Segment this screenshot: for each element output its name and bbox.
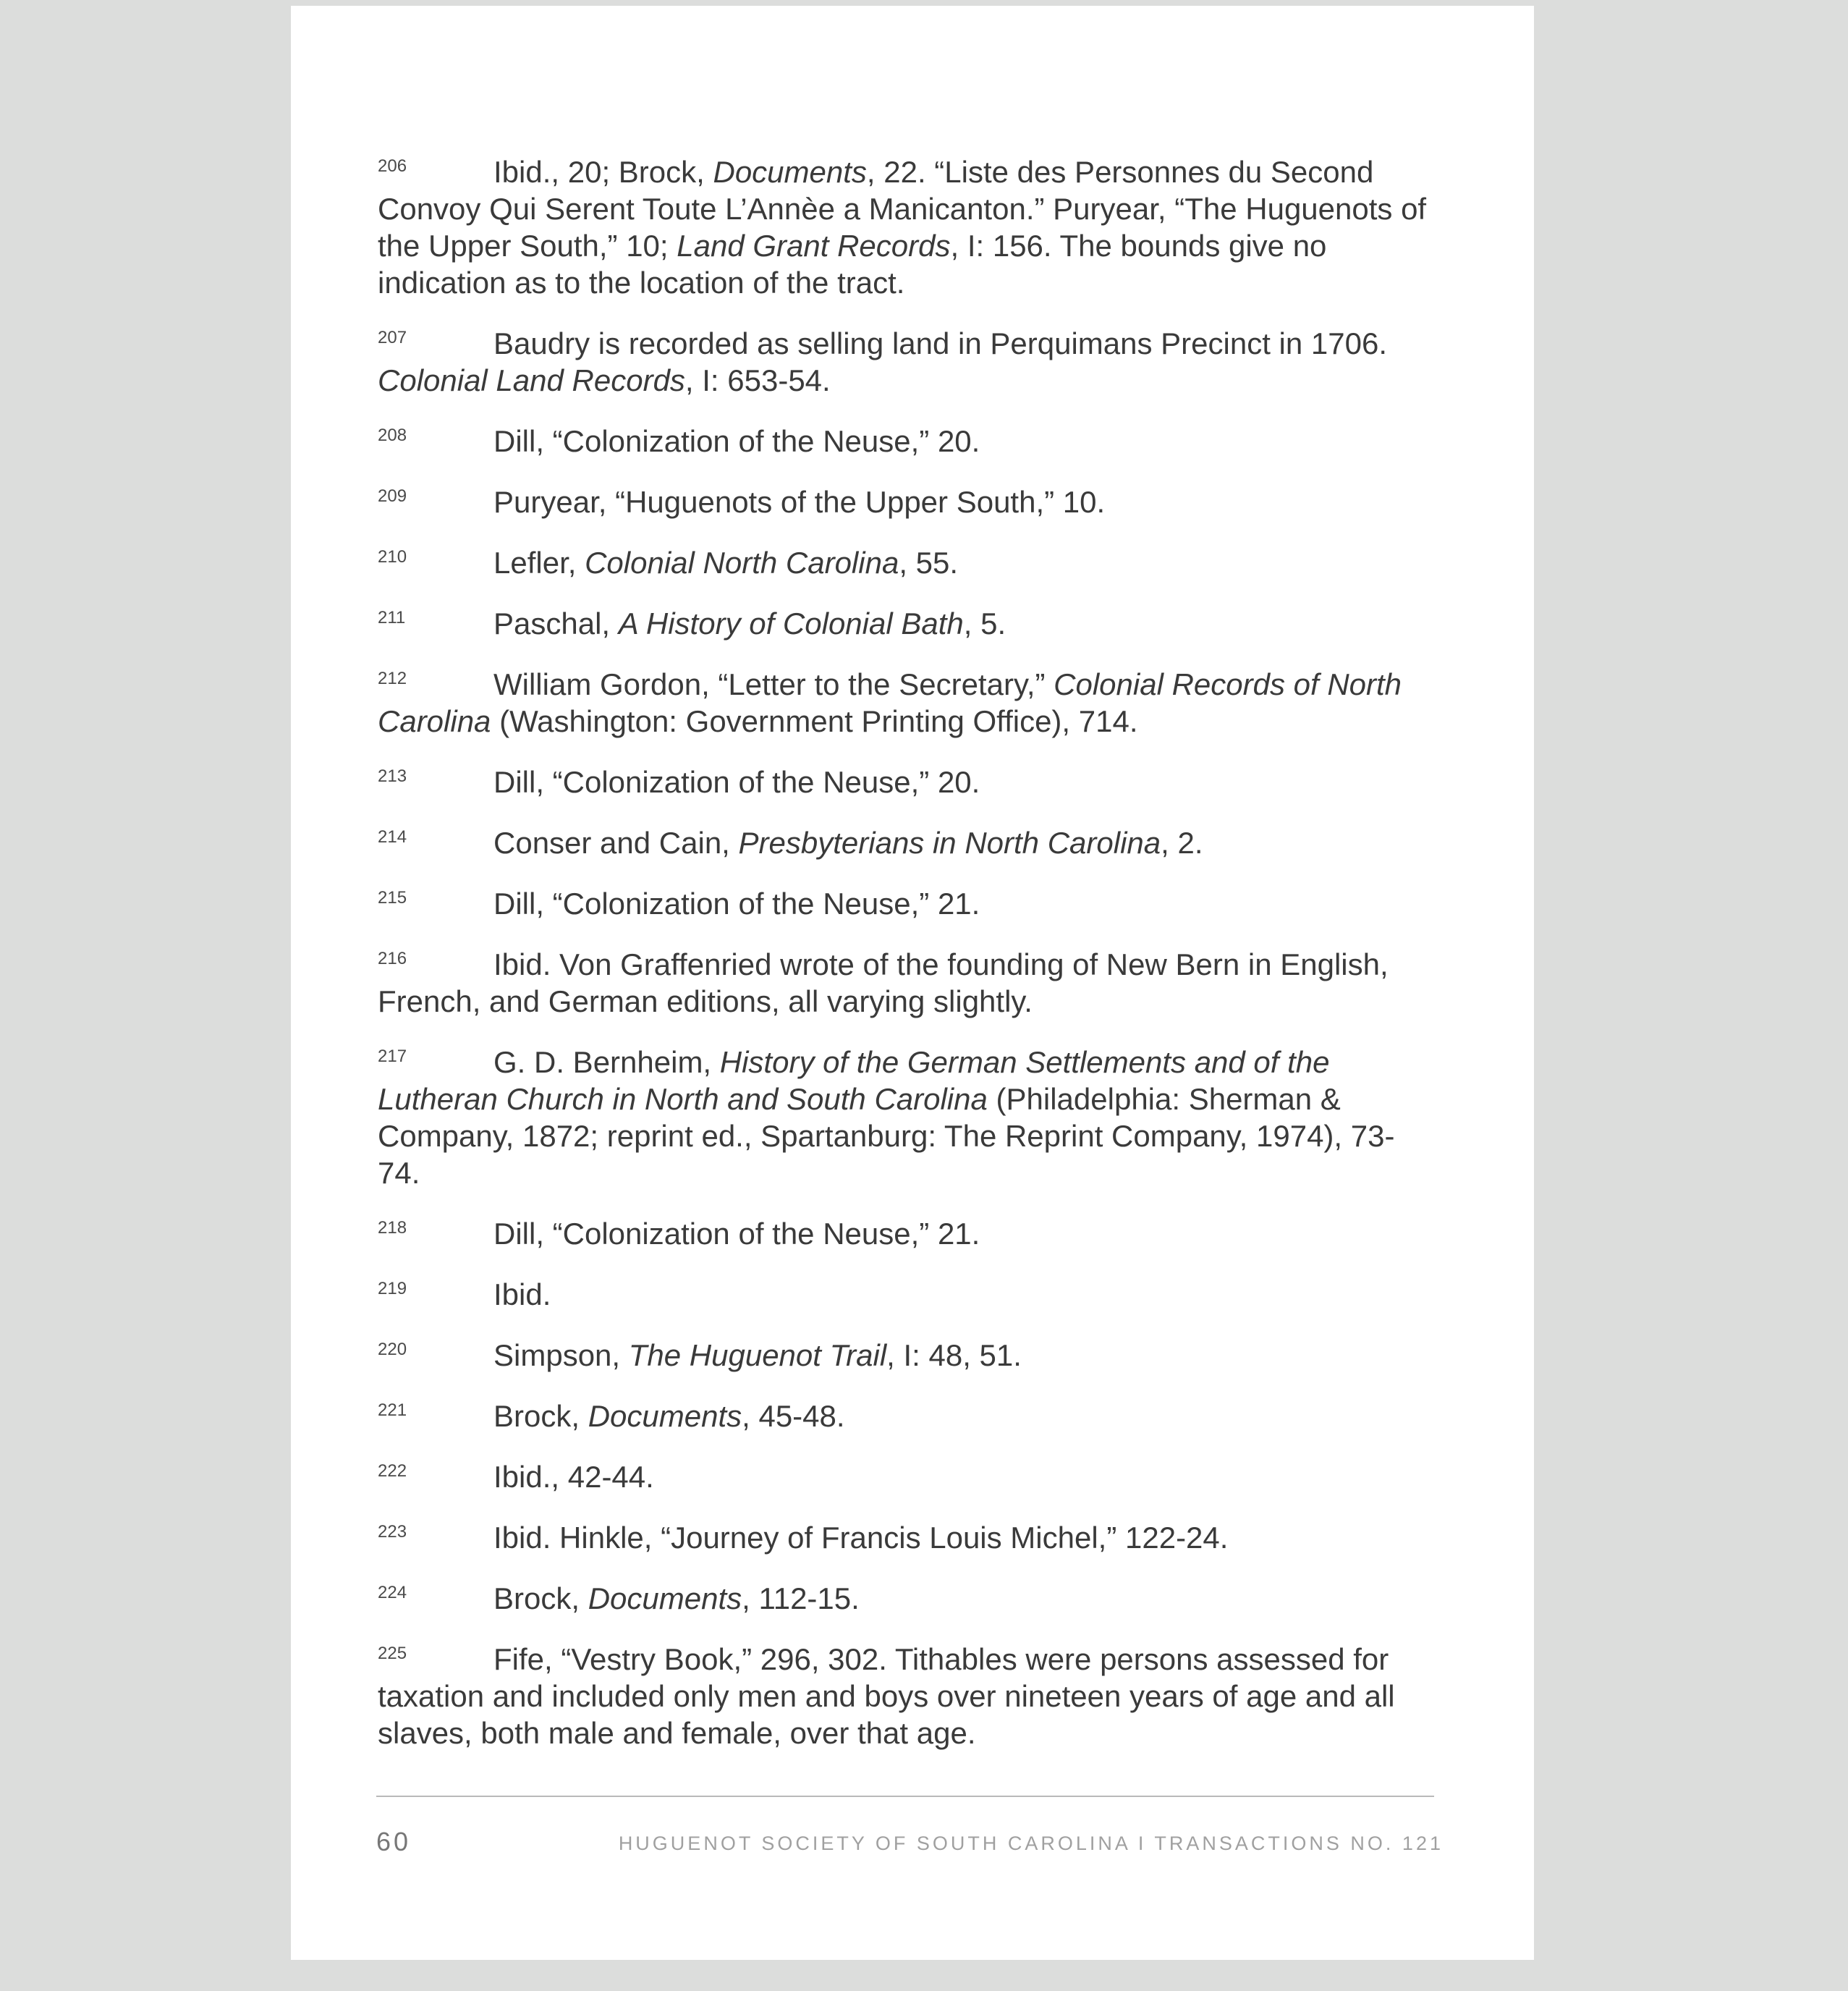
endnote-224 [378,1580,1436,1617]
endnote-218 [378,1215,1436,1252]
endnote-number: 220 [378,1340,407,1359]
endnote-209 [378,483,1436,520]
endnote-text: Brock, [493,1399,588,1433]
endnote-number: 206 [378,156,407,176]
endnote-number: 221 [378,1400,407,1420]
endnote-text: , I: 653-54. [684,363,831,397]
endnote-title-italic: Colonial North Carolina [585,546,899,580]
endnote-206 [378,153,1436,301]
endnote-text: , 5. [963,606,1006,641]
endnote-text: , I: 48, 51. [886,1338,1022,1372]
page-number: 60 [376,1827,412,1856]
endnote-text: , I: 156. The bounds give no indication as to the location of the tract. [378,229,1327,300]
endnote-title-italic: Documents [588,1399,742,1433]
endnote-number: 208 [378,426,407,445]
endnote-text: Ibid. [493,1277,551,1311]
endnote-text: , 2. [1161,826,1203,860]
endnote-title-italic: The Huguenot Trail [628,1338,887,1372]
endnote-214 [378,824,1436,861]
endnote-text: Dill, “Colonization of the Neuse,” 20. [493,424,980,458]
endnote-213 [378,764,1436,800]
endnote-number: 225 [378,1644,407,1663]
endnote-text: Ibid., 20; Brock, [493,155,713,189]
endnote-number: 216 [378,949,407,968]
endnote-number: 222 [378,1461,407,1481]
endnote-219 [378,1276,1436,1313]
endnote-text: , 55. [899,546,959,580]
endnote-title-italic: Land Grant Records [677,229,951,263]
endnote-number: 224 [378,1583,407,1602]
endnote-text: Fife, “Vestry Book,” 296, 302. Tithables were persons assessed for taxation and included only men and boys over nineteen years of age and all slaves, both male and female, over that age. [378,1642,1395,1750]
endnote-number: 215 [378,888,407,908]
endnote-number: 213 [378,766,407,786]
endnote-210 [378,544,1436,581]
endnote-number: 211 [378,608,406,627]
endnote-number: 209 [378,486,407,506]
endnote-225 [378,1641,1436,1751]
endnote-text: Ibid., 42-44. [493,1460,654,1494]
endnote-222 [378,1458,1436,1495]
endnote-215 [378,885,1436,922]
endnote-text: Puryear, “Huguenots of the Upper South,” 10. [493,485,1106,519]
endnote-220 [378,1337,1436,1374]
endnote-text: (Philadelphia: Sherman & Company, 1872; reprint ed., Spartanburg: The Reprint Company, 1974), 73-74. [378,1082,1395,1190]
endnote-number: 212 [378,669,407,688]
endnote-208 [378,423,1436,460]
footer-rule [376,1796,1434,1797]
endnote-text: William Gordon, “Letter to the Secretary,” [493,667,1054,701]
document-page [291,6,1534,1960]
endnote-number: 223 [378,1522,407,1542]
endnote-207 [378,325,1436,399]
endnote-216 [378,946,1436,1020]
running-footer-title: HUGUENOT SOCIETY OF SOUTH CAROLINA I TRANSACTIONS NO. 121 [618,1833,1444,1854]
endnote-title-italic: Colonial Records of North Carolina [378,667,1402,738]
endnote-number: 217 [378,1047,407,1066]
endnote-text: Lefler, [493,546,585,580]
endnote-text: Baudry is recorded as selling land in Perquimans Precinct in 1706. [493,326,1388,360]
endnote-text: (Washington: Government Printing Office), 714. [491,704,1138,738]
endnote-text: Dill, “Colonization of the Neuse,” 21. [493,887,980,921]
endnote-title-italic: Colonial Land Records [378,363,685,397]
endnote-217 [378,1044,1436,1191]
endnote-223 [378,1519,1436,1556]
endnote-text: Ibid. Von Graffenried wrote of the founding of New Bern in English, French, and German editions, all varying slightly. [378,947,1389,1018]
endnote-text: Dill, “Colonization of the Neuse,” 21. [493,1217,980,1251]
endnote-text: Simpson, [493,1338,629,1372]
endnote-title-italic: Presbyterians in North Carolina [738,826,1161,860]
endnote-number: 207 [378,328,407,347]
endnote-text: , 22. “Liste des Personnes du Second Convoy Qui Serent Toute L’Annèe a Manicanton.” Puryear, “The Huguenots of the Upper South,” 10; [378,155,1427,263]
endnote-text: , 112-15. [742,1581,860,1615]
endnote-title-italic: Documents [713,155,867,189]
endnote-number: 214 [378,827,407,847]
endnote-text: G. D. Bernheim, [493,1045,720,1079]
endnote-text: Dill, “Colonization of the Neuse,” 20. [493,765,980,799]
endnote-title-italic: A History of Colonial Bath [618,606,964,641]
endnote-text: Paschal, [493,606,619,641]
endnote-number: 219 [378,1279,407,1298]
endnote-title-italic: Documents [588,1581,742,1615]
endnote-number: 218 [378,1218,407,1238]
endnote-text: Brock, [493,1581,588,1615]
endnote-text: Conser and Cain, [493,826,739,860]
endnotes-list [378,153,1436,1775]
endnote-212 [378,666,1436,740]
endnote-211 [378,605,1436,642]
endnote-text: , 45-48. [742,1399,845,1433]
endnote-221 [378,1398,1436,1434]
endnote-number: 210 [378,547,407,567]
endnote-text: Ibid. Hinkle, “Journey of Francis Louis Michel,” 122-24. [493,1521,1229,1555]
endnote-title-italic: History of the German Settlements and of the Lutheran Church in North and South Carolina [378,1045,1330,1116]
